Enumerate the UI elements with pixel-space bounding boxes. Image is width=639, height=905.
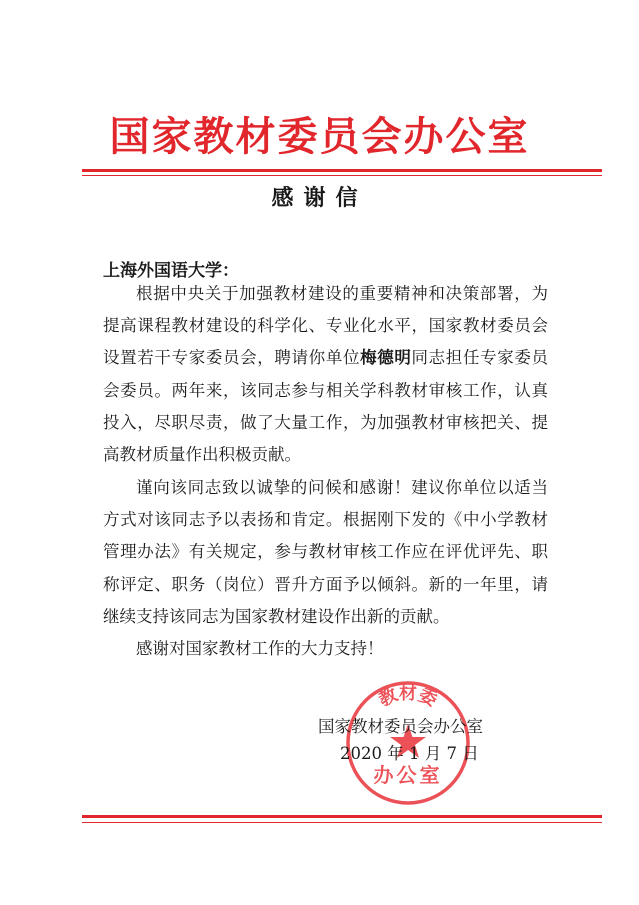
organization-header: 国家教材委员会办公室 bbox=[109, 113, 530, 160]
paragraph-1-before: 根据中央关于加强教材建设的重要精神和决策部署，为提高课程教材建设的科学化、专业化水平，国家教材委员会设置若干专家委员会，聘请你单位 bbox=[103, 284, 548, 368]
letter-title: 感谢信 bbox=[271, 185, 368, 211]
paragraph-1-after: 同志担任专家委员会委员。两年来，该同志参与相关学科教材审核工作，认真投入，尽职尽责，做了大量工作，为加强教材审核把关、提高教材质量作出积极贡献。 bbox=[103, 348, 549, 465]
signature-org: 国家教材委员会办公室 bbox=[318, 717, 483, 736]
paragraph-1 bbox=[103, 278, 548, 471]
seal-bottom-text: 办公室 bbox=[373, 763, 443, 787]
seal-top-text: 教材委 bbox=[375, 682, 441, 711]
header-rule-thin bbox=[82, 175, 602, 176]
paragraph-2: 谨向该同志致以诚挚的问候和感谢！建议你单位以适当方式对该同志予以表扬和肯定。根据刚下发的《中小学教材管理办法》有关规定，参与教材审核工作应在评优评先、职称评定、职务（岗位）晋升方面予以倾斜。新的一年里，请继续支持该同志为国家教材建设作出新的贡献。 bbox=[103, 478, 548, 626]
footer-rule-thin bbox=[82, 822, 602, 823]
paragraph-3: 感谢对国家教材工作的大力支持！ bbox=[136, 639, 384, 658]
header-rule-thick bbox=[82, 169, 602, 172]
footer-rule-thick bbox=[82, 815, 602, 818]
honoree-name: 梅德明 bbox=[360, 348, 412, 368]
salutation: 上海外国语大学： bbox=[103, 261, 239, 281]
signature-date: 2020 年 1 月 7 日 bbox=[340, 744, 479, 763]
